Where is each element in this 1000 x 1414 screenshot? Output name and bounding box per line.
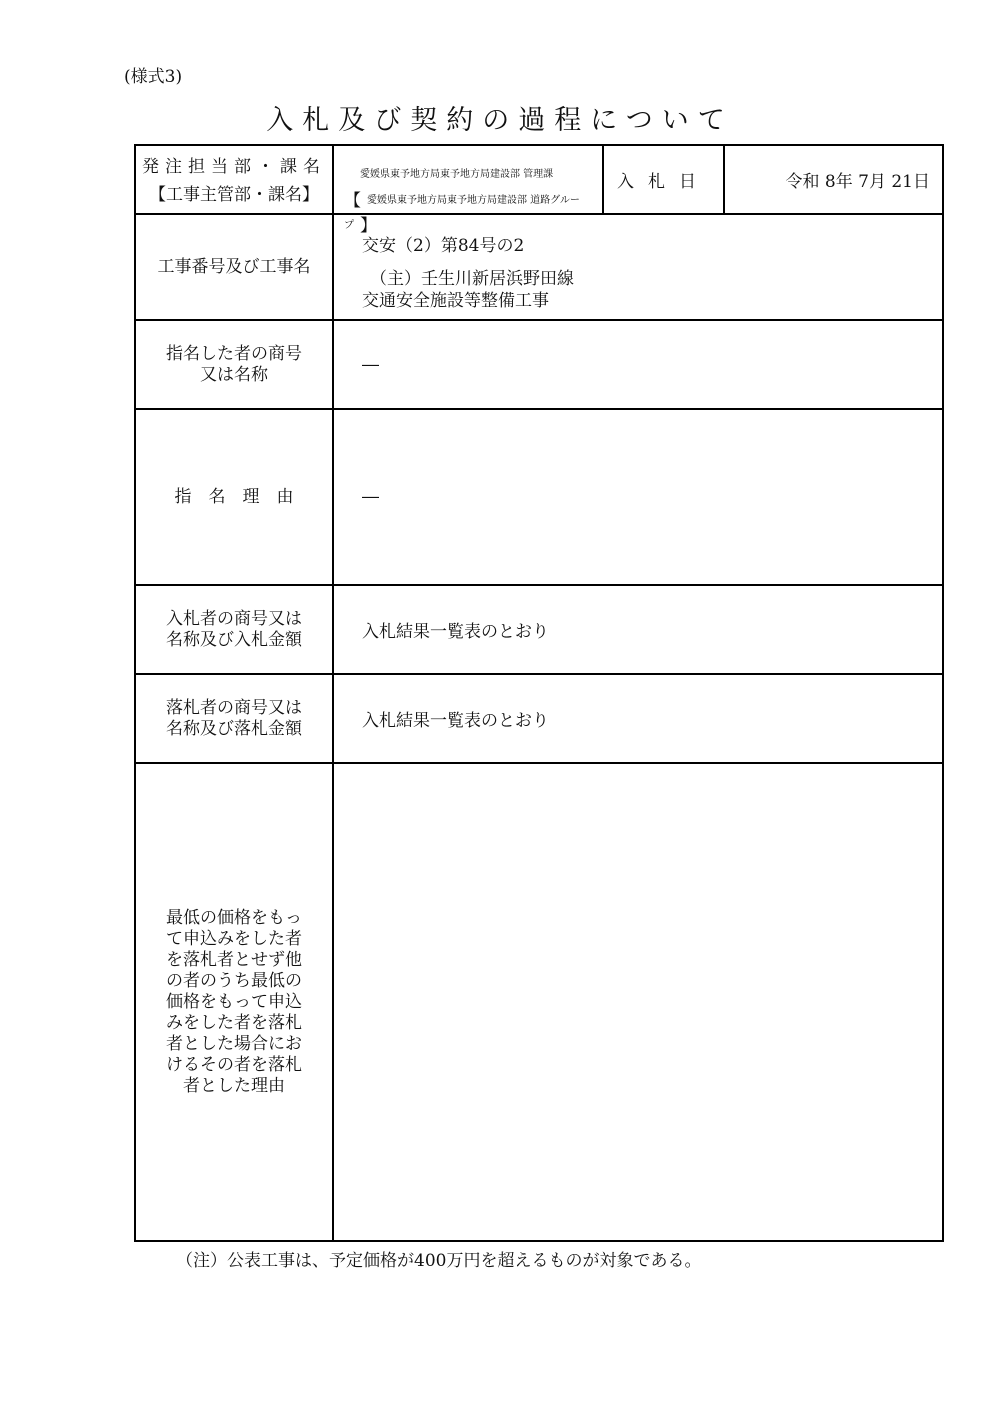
document-title: 入札及び契約の過程について (266, 105, 734, 136)
dept-value: 愛媛県東予地方局東予地方局建設部 管理課 (360, 169, 554, 180)
nominee-value-cell (334, 321, 942, 408)
exception-label-line: けるその者を落札 (166, 1054, 302, 1075)
exception-label-line: て申込みをした者 (166, 928, 302, 949)
winner-label-line2: 名称及び落札金額 (166, 718, 302, 739)
bidders-label-cell (136, 586, 334, 673)
exception-label-line: の者のうち最低の (166, 970, 302, 991)
bidders-value: 入札結果一覧表のとおり (362, 622, 549, 642)
nominee-label-line2: 又は名称 (200, 364, 268, 385)
reason-value-cell (334, 410, 942, 584)
winner-row (136, 675, 942, 764)
bidders-row (136, 586, 942, 675)
project-name-line1: （主）壬生川新居浜野田線 (370, 269, 574, 289)
winner-label-cell (136, 675, 334, 762)
header-row (136, 146, 942, 236)
dept-label-line1: 発注担当部・課名 (142, 157, 326, 177)
sub-dept-value: 愛媛県東予地方局東予地方局建設部 道路グループ (344, 195, 580, 231)
exception-label-line: を落札者とせず他 (166, 949, 302, 970)
exception-label-line: 者とした場合にお (166, 1033, 302, 1054)
exception-label-cell (136, 764, 334, 1240)
bid-date-label: 入札日 (604, 146, 725, 213)
winner-value: 入札結果一覧表のとおり (362, 711, 549, 731)
bidders-value-cell (334, 586, 942, 673)
footnote: （注）公表工事は、予定価格が400万円を超えるものが対象である。 (176, 1251, 702, 1271)
reason-label: 指 名 理 由 (136, 410, 334, 584)
project-name-line2: 交通安全施設等整備工事 (362, 291, 549, 311)
exception-label-line: 最低の価格をもっ (166, 907, 302, 928)
project-value-cell (334, 215, 942, 319)
sub-dept-open-bracket: 【 (344, 191, 361, 211)
bidders-label-line2: 名称及び入札金額 (166, 629, 302, 650)
nominee-label-line1: 指名した者の商号 (166, 343, 302, 364)
project-row (136, 215, 942, 321)
exception-value-cell (334, 764, 942, 1240)
reason-value: ― (362, 487, 379, 507)
exception-label-line: 価格をもって申込 (166, 991, 302, 1012)
exception-label-line: みをした者を落札 (166, 1012, 302, 1033)
nominee-row (136, 321, 942, 410)
sub-dept-close-bracket: 】 (360, 216, 377, 236)
dept-value-cell (334, 146, 604, 236)
form-table (134, 144, 944, 1242)
exception-label-line: 者とした理由 (183, 1075, 285, 1096)
project-label: 工事番号及び工事名 (136, 215, 334, 319)
bidders-label-line1: 入札者の商号又は (166, 608, 302, 629)
reason-row (136, 410, 942, 586)
dept-label-cell (136, 146, 334, 213)
winner-label-line1: 落札者の商号又は (166, 697, 302, 718)
dept-label-line2: 【工事主管部・課名】 (149, 185, 319, 205)
project-number: 交安（2）第84号の2 (362, 236, 525, 256)
bid-date-value: 令和 8年 7月 21日 (785, 172, 930, 192)
nominee-label-cell (136, 321, 334, 408)
exception-row (136, 764, 942, 1240)
form-number: (様式3) (124, 67, 183, 87)
nominee-value: ― (362, 354, 379, 375)
winner-value-cell (334, 675, 942, 762)
